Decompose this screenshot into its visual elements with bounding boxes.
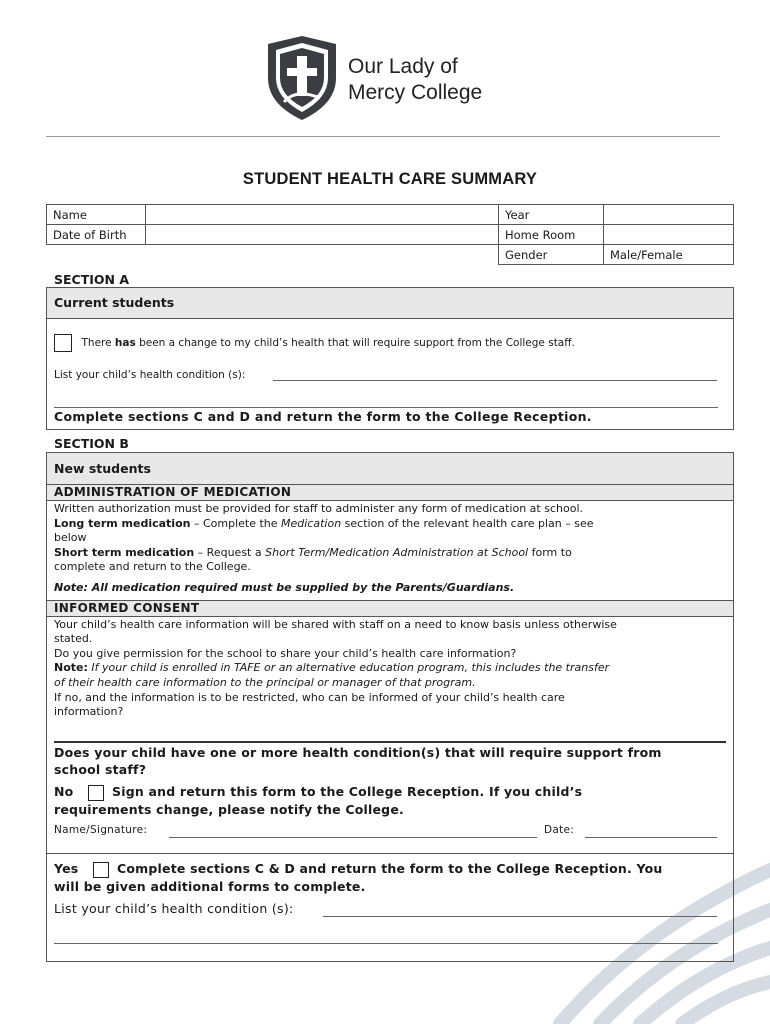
consent-line3: Do you give permission for the school to share your child’s health care information? <box>54 646 517 660</box>
student-info-table <box>46 204 734 265</box>
question-line1: Does your child have one or more health condition(s) that will require support from <box>54 745 662 760</box>
consent-line2: stated. <box>54 632 93 646</box>
home-room-label: Home Room <box>499 225 604 245</box>
no-checkbox[interactable] <box>88 785 104 801</box>
document-title: STUDENT HEALTH CARE SUMMARY <box>242 170 538 188</box>
name-label: Name <box>47 205 146 225</box>
yes-list-label: List your child’s health condition (s): <box>54 901 294 916</box>
consent-line1: Your child’s health care information will be shared with staff on a need to know basis unless otherwise <box>54 617 617 631</box>
home-room-field[interactable] <box>604 225 734 245</box>
section-b-heading: New students <box>47 453 733 484</box>
dob-field[interactable] <box>146 225 499 245</box>
section-a-box <box>46 287 734 430</box>
consent-line5: information? <box>54 705 124 719</box>
signature-label: Name/Signature: <box>54 824 148 836</box>
health-condition-question <box>54 744 662 778</box>
consent-note1: If your child is enrolled in TAFE or an alternative education program, this includes the transfer <box>87 661 610 675</box>
section-a-heading: Current students <box>47 288 733 319</box>
yes-option <box>54 860 663 895</box>
informed-consent-text <box>47 617 733 720</box>
short-term-label: Short term medication <box>54 545 195 559</box>
section-a-condition-line1[interactable] <box>273 380 717 381</box>
yes-text2: will be given additional forms to complete. <box>54 878 366 894</box>
section-a-instruction: Complete sections C and D and return the form to the College Reception. <box>54 409 592 424</box>
medication-note: Note: All medication required must be supplied by the Parents/Guardians. <box>54 580 515 594</box>
gender-field[interactable]: Male/Female <box>604 245 734 265</box>
college-name-line2: Mercy College <box>348 81 483 104</box>
section-b-label: SECTION B <box>54 436 129 451</box>
dob-label: Date of Birth <box>47 225 146 245</box>
date-label: Date: <box>544 824 575 836</box>
short-term-post2: complete and return to the College. <box>54 560 251 574</box>
college-name <box>348 54 482 106</box>
admin-medication-text <box>47 501 733 596</box>
yes-condition-line2[interactable] <box>54 943 718 944</box>
change-checkbox-row <box>47 334 582 352</box>
college-crest-icon <box>262 32 342 122</box>
college-name-line1: Our Lady of <box>348 55 458 78</box>
short-term-post1: form to <box>528 545 572 559</box>
date-line[interactable] <box>585 837 717 838</box>
long-term-label: Long term medication <box>54 516 191 530</box>
header-divider <box>46 136 720 137</box>
long-term-post1: section of the relevant health care plan – see <box>341 516 594 530</box>
section-b-box <box>46 452 734 962</box>
no-text1: Sign and return this form to the College Reception. If you child’s <box>112 784 583 799</box>
consent-note-label: Note: <box>54 661 88 675</box>
long-term-post2: below <box>54 531 87 545</box>
yes-condition-line1[interactable] <box>323 916 717 917</box>
change-text-pre: There <box>81 337 115 349</box>
question-line2: school staff? <box>54 762 147 777</box>
long-term-pre: – Complete the <box>190 516 282 530</box>
informed-consent-heading: INFORMED CONSENT <box>47 600 733 617</box>
consent-note2: of their health care information to the principal or manager of that program. <box>54 675 476 689</box>
short-term-italic: Short Term/Medication Administration at School <box>265 545 529 559</box>
college-logo <box>262 32 512 124</box>
yes-text1: Complete sections C & D and return the form to the College Reception. You <box>117 861 663 876</box>
no-label: No <box>54 784 74 799</box>
yes-checkbox[interactable] <box>93 862 109 878</box>
year-label: Year <box>499 205 604 225</box>
gender-label: Gender <box>499 245 604 265</box>
change-checkbox[interactable] <box>54 334 72 352</box>
no-text2: requirements change, please notify the College. <box>54 801 404 817</box>
admin-line1: Written authorization must be provided for staff to administer any form of medication at school. <box>54 502 583 515</box>
question-divider <box>54 741 726 743</box>
yes-divider <box>47 853 733 854</box>
section-a-condition-line2[interactable] <box>54 407 718 408</box>
section-a-list-label: List your child’s health condition (s): <box>54 369 246 381</box>
year-field[interactable] <box>604 205 734 225</box>
signature-line[interactable] <box>169 837 537 838</box>
long-term-italic: Medication <box>281 516 342 530</box>
yes-label: Yes <box>54 861 79 876</box>
name-field[interactable] <box>146 205 499 225</box>
consent-line4: If no, and the information is to be restricted, who can be informed of your child’s health care <box>54 690 565 704</box>
change-text-post: been a change to my child’s health that will require support from the College staff. <box>135 337 575 349</box>
short-term-pre: – Request a <box>194 545 266 559</box>
change-text-bold: has <box>114 337 136 349</box>
no-option <box>54 783 582 818</box>
section-a-label: SECTION A <box>54 272 130 287</box>
admin-medication-heading: ADMINISTRATION OF MEDICATION <box>47 484 733 501</box>
